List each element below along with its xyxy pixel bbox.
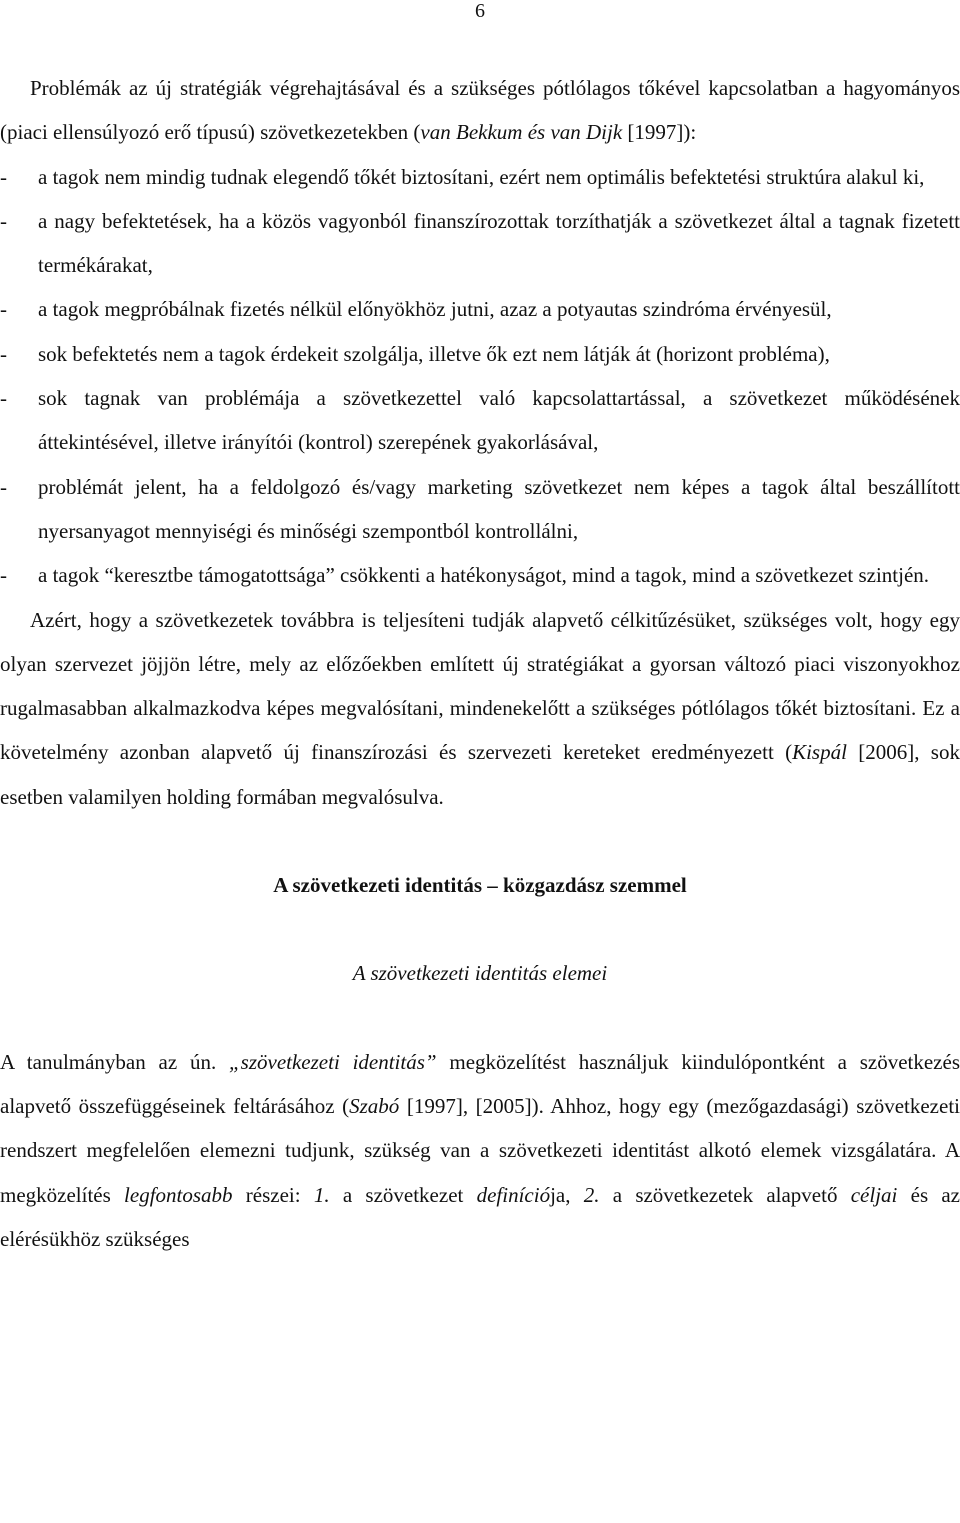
identity-goals: céljai [850, 1182, 898, 1207]
list-item-text: a tagok megpróbálnak fizetés nélkül előnyökhöz jutni, azaz a potyautas szindróma érvényesül, [38, 297, 832, 322]
list-item [0, 465, 960, 554]
identity-enum-1: 1. [313, 1182, 330, 1207]
intro-citation-authors: van Bekkum és van Dijk [420, 120, 623, 145]
identity-text-7: a szövetkezetek alapvető [599, 1182, 851, 1207]
page-body [0, 66, 960, 1261]
list-item [0, 155, 960, 199]
identity-emphasis: legfontosabb [124, 1182, 233, 1207]
body-text-1: Azért, hogy a szövetkezetek továbbra is teljesíteni tudják alapvető célkitűzésüket, szükséges volt, hogy egy olyan szervezet jöjjön létre, mely az előzőekben említett új stratégiákat a gyorsan változó piaci viszonyokhoz rugalmasabban alkalmazkodva képes megvalósítani, mindenekelőtt a szükséges pótlólagos tőkét biztosítani. Ez a követelmény azonban alapvető új finanszírozási és szervezeti kereteket eredményezett ( [0, 607, 960, 765]
body-text-2: [2006], sok esetben valamilyen holding formában megvalósulva. [0, 740, 960, 809]
intro-paragraph [0, 66, 960, 155]
identity-definition: definíció [476, 1182, 551, 1207]
identity-text-5: a szövetkezet [329, 1182, 477, 1207]
list-item-text: a nagy befektetések, ha a közös vagyonból finanszírozottak torzíthatják a szövetkezet által a tagnak fizetett termékárakat, [38, 208, 960, 278]
identity-text-2: megközelítést használjuk kiindulópontként a szövetkezés alapvető összefüggéseinek feltárásához ( [0, 1049, 960, 1118]
list-item-text: problémát jelent, ha a feldolgozó és/vagy marketing szövetkezet nem képes a tagok által beszállított nyersanyagot mennyiségi és minőségi szempontból kontrollálni, [38, 474, 960, 543]
list-dash: - [0, 474, 7, 499]
identity-text-6: ja, [550, 1182, 584, 1207]
list-item [0, 553, 960, 597]
section-subheading: A szövetkezeti identitás elemei [352, 961, 608, 986]
list-item [0, 287, 960, 331]
identity-term: „szövetkezeti identitás” [228, 1049, 437, 1074]
identity-paragraph [0, 1040, 960, 1261]
page-number: 6 [475, 0, 485, 22]
list-item-text: a tagok “keresztbe támogatottsága” csökkenti a hatékonyságot, mind a tagok, mind a szövetkezet szintjén. [38, 563, 930, 588]
list-dash: - [0, 341, 7, 366]
list-item [0, 376, 960, 465]
list-dash: - [0, 164, 7, 189]
list-dash: - [0, 297, 7, 322]
section-heading: A szövetkezeti identitás – közgazdász szemmel [273, 873, 687, 898]
list-dash: - [0, 563, 7, 588]
body-citation-author: Kispál [792, 740, 847, 765]
identity-citation-author: Szabó [349, 1093, 400, 1118]
body-paragraph [0, 598, 960, 819]
intro-text-1: Problémák az új stratégiák végrehajtásával és a szükséges pótlólagos tőkével kapcsolatban a hagyományos (piaci ellensúlyozó erő típusú) szövetkezetekben ( [0, 76, 960, 145]
list-item [0, 332, 960, 376]
identity-text-8: és az elérésükhöz szükséges [0, 1182, 960, 1251]
list-dash: - [0, 386, 7, 411]
identity-text-1: A tanulmányban az ún. [0, 1049, 229, 1074]
list-item-text: sok tagnak van problémája a szövetkezettel való kapcsolattartással, a szövetkezet működésének áttekintésével, illetve irányítói (kontrol) szerepének gyakorlásával, [38, 386, 960, 455]
list-dash: - [0, 208, 7, 233]
problem-list [0, 155, 960, 598]
identity-text-3: [1997], [2005]). Ahhoz, hogy egy (mezőgazdasági) szövetkezeti rendszert megfelelően elemezni tudjunk, szükség van a szövetkezeti identitást alkotó elemek vizsgálatára. A megközelítés [0, 1093, 960, 1207]
list-item-text: sok befektetés nem a tagok érdekeit szolgálja, illetve ők ezt nem látják át (horizont probléma), [38, 341, 830, 366]
identity-text-4: részei: [232, 1182, 314, 1207]
list-item [0, 199, 960, 288]
list-item-text: a tagok nem mindig tudnak elegendő tőkét biztosítani, ezért nem optimális befektetési struktúra alakul ki, [38, 164, 925, 189]
identity-enum-2: 2. [583, 1182, 600, 1207]
intro-text-2: [1997]): [622, 120, 697, 145]
